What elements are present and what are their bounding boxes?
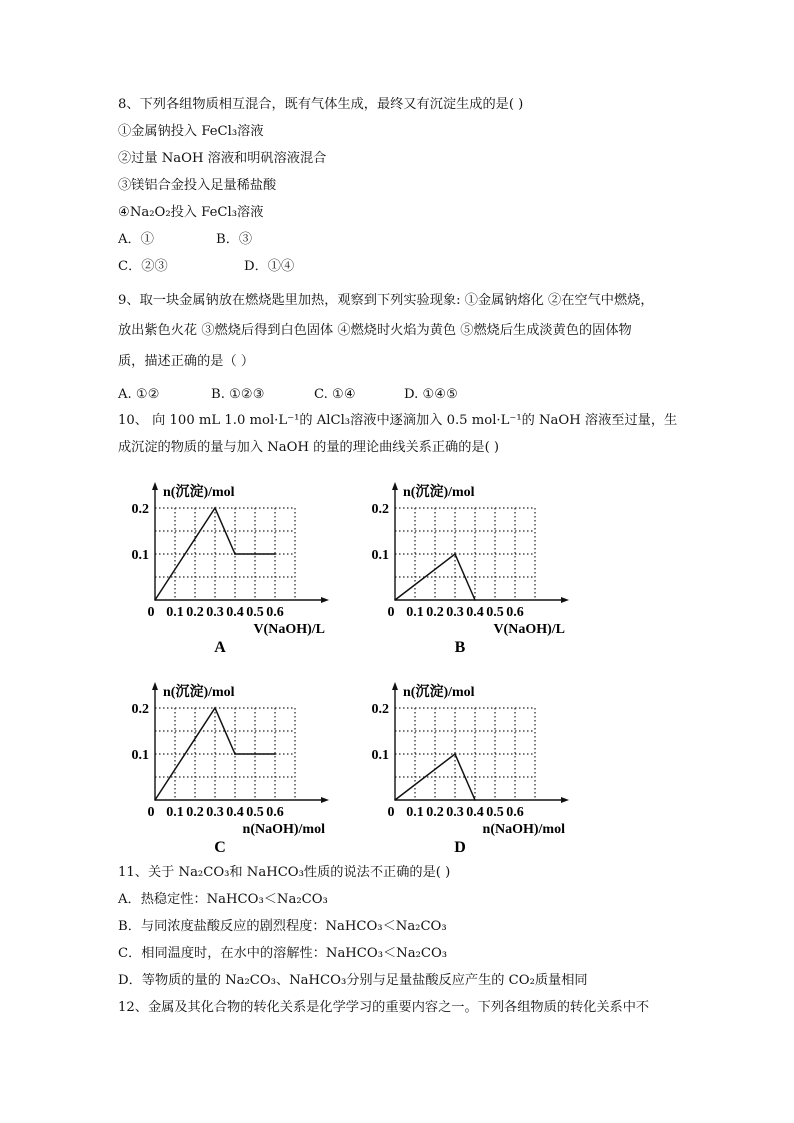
y-tick-label: 0.1	[371, 748, 389, 763]
x-axis-arrow	[321, 797, 329, 803]
data-point	[154, 599, 156, 601]
data-point	[394, 799, 396, 801]
x-tick-label: 0.4	[466, 605, 484, 620]
data-point	[214, 507, 216, 509]
q9-option-d: D. ①④⑤	[404, 387, 458, 402]
x-tick-label: 0.2	[186, 605, 204, 620]
x-axis-label: n(NaOH)/mol	[482, 822, 565, 837]
data-point	[214, 707, 216, 709]
x-tick-label: 0.5	[486, 805, 504, 820]
x-tick-label: 0.3	[206, 805, 224, 820]
x-tick-label: 0.6	[506, 805, 524, 820]
x-tick-label: 0.5	[246, 605, 264, 620]
y-axis-arrow	[392, 482, 398, 490]
x-tick-label: 0.6	[506, 605, 524, 620]
x-tick-label: 0.4	[226, 605, 244, 620]
chart-c-svg	[120, 684, 370, 854]
x-tick-label: 0	[387, 605, 395, 620]
x-tick-label: 0	[387, 805, 395, 820]
data-point	[394, 599, 396, 601]
data-point	[454, 753, 456, 755]
y-axis-label: n(沉淀)/mol	[403, 485, 475, 500]
chart-option-label: A	[214, 639, 226, 656]
y-tick-label: 0.1	[131, 548, 149, 563]
q11-option-c: C．相同温度时，在水中的溶解性：NaHCO₃＜Na₂CO₃	[118, 946, 448, 961]
y-tick-label: 0.2	[131, 502, 149, 517]
q11-option-a: A．热稳定性：NaHCO₃＜Na₂CO₃	[118, 892, 328, 907]
q8-option-b: B．③	[216, 232, 253, 247]
chart-a-svg	[120, 474, 370, 654]
chart-option-label: B	[454, 639, 466, 656]
y-axis-arrow	[152, 482, 158, 490]
q9-option-c: C. ①④	[314, 387, 356, 402]
q8-option-c: C．②③	[118, 259, 168, 274]
chart-d-svg	[360, 684, 610, 854]
y-tick-label: 0.2	[371, 502, 389, 517]
chart-a	[120, 474, 370, 658]
chart-b-svg	[360, 474, 610, 654]
x-tick-label: 0.2	[426, 805, 444, 820]
data-point	[274, 553, 276, 555]
x-tick-label: 0.6	[266, 805, 284, 820]
q11-stem: 11、关于 Na₂CO₃和 NaHCO₃性质的说法不正确的是( )	[118, 865, 451, 880]
q8-item-3: ③镁铝合金投入足量稀盐酸	[118, 178, 277, 193]
x-tick-label: 0.1	[406, 605, 424, 620]
data-point	[454, 553, 456, 555]
x-tick-label: 0.3	[446, 605, 464, 620]
q8-item-4: ④Na₂O₂投入 FeCl₃溶液	[118, 205, 264, 220]
x-tick-label: 0.1	[166, 805, 184, 820]
x-tick-label: 0.3	[446, 805, 464, 820]
data-point	[234, 753, 236, 755]
x-tick-label: 0.5	[246, 805, 264, 820]
data-point	[234, 553, 236, 555]
y-tick-label: 0.2	[131, 702, 149, 717]
chart-b	[360, 474, 610, 658]
q9-option-b: B. ①②③	[211, 387, 265, 402]
chart-c	[120, 684, 370, 858]
y-axis-arrow	[392, 682, 398, 690]
x-axis-label: V(NaOH)/L	[253, 622, 325, 637]
y-axis-label: n(沉淀)/mol	[163, 485, 235, 500]
data-point	[154, 799, 156, 801]
q9-option-a: A. ①②	[118, 387, 160, 402]
x-tick-label: 0	[147, 805, 155, 820]
x-axis-arrow	[561, 597, 569, 603]
q10-line-1: 10、 向 100 mL 1.0 mol·L⁻¹的 AlCl₃溶液中逐滴加入 0.5 mol·L⁻¹的 NaOH 溶液至过量，生	[118, 413, 678, 428]
x-axis-arrow	[321, 597, 329, 603]
q9-line-1: 9、取一块金属钠放在燃烧匙里加热，观察到下列实验现象: ①金属钠熔化 ②在空气中燃烧，	[118, 293, 654, 308]
x-axis-label: n(NaOH)/mol	[242, 822, 325, 837]
x-axis-arrow	[561, 797, 569, 803]
chart-option-label: D	[454, 839, 466, 856]
chart-option-label: C	[214, 839, 226, 856]
x-tick-label: 0.4	[466, 805, 484, 820]
x-tick-label: 0.1	[166, 605, 184, 620]
x-tick-label: 0.2	[186, 805, 204, 820]
y-axis-label: n(沉淀)/mol	[163, 685, 235, 700]
data-point	[474, 599, 476, 601]
y-tick-label: 0.2	[371, 702, 389, 717]
x-tick-label: 0.6	[266, 605, 284, 620]
y-tick-label: 0.1	[371, 548, 389, 563]
q12-line-1: 12、金属及其化合物的转化关系是化学学习的重要内容之一。下列各组物质的转化关系中不	[118, 1000, 650, 1015]
x-tick-label: 0.4	[226, 805, 244, 820]
y-tick-label: 0.1	[131, 748, 149, 763]
x-tick-label: 0.5	[486, 605, 504, 620]
chart-d	[360, 684, 610, 858]
q11-option-d: D．等物质的量的 Na₂CO₃、NaHCO₃分别与足量盐酸反应产生的 CO₂质量相同	[118, 973, 588, 988]
data-point	[474, 799, 476, 801]
data-point	[274, 753, 276, 755]
x-tick-label: 0.1	[406, 805, 424, 820]
q8-option-a: A．①	[118, 232, 154, 247]
x-tick-label: 0.3	[206, 605, 224, 620]
q11-option-b: B．与同浓度盐酸反应的剧烈程度：NaHCO₃＜Na₂CO₃	[118, 919, 447, 934]
x-axis-label: V(NaOH)/L	[493, 622, 565, 637]
q8-item-2: ②过量 NaOH 溶液和明矾溶液混合	[118, 151, 327, 166]
y-axis-arrow	[152, 682, 158, 690]
x-tick-label: 0	[147, 605, 155, 620]
q10-line-2: 成沉淀的物质的量与加入 NaOH 的量的理论曲线关系正确的是( )	[118, 440, 500, 455]
q8-stem: 8、下列各组物质相互混合，既有气体生成，最终又有沉淀生成的是( )	[118, 97, 524, 112]
q9-line-3: 质，描述正确的是（ ）	[118, 354, 255, 369]
y-axis-label: n(沉淀)/mol	[403, 685, 475, 700]
q8-option-d: D．①④	[244, 259, 295, 274]
q8-item-1: ①金属钠投入 FeCl₃溶液	[118, 124, 264, 139]
x-tick-label: 0.2	[426, 605, 444, 620]
q9-line-2: 放出紫色火花 ③燃烧后得到白色固体 ④燃烧时火焰为黄色 ⑤燃烧后生成淡黄色的固体物	[118, 323, 632, 338]
